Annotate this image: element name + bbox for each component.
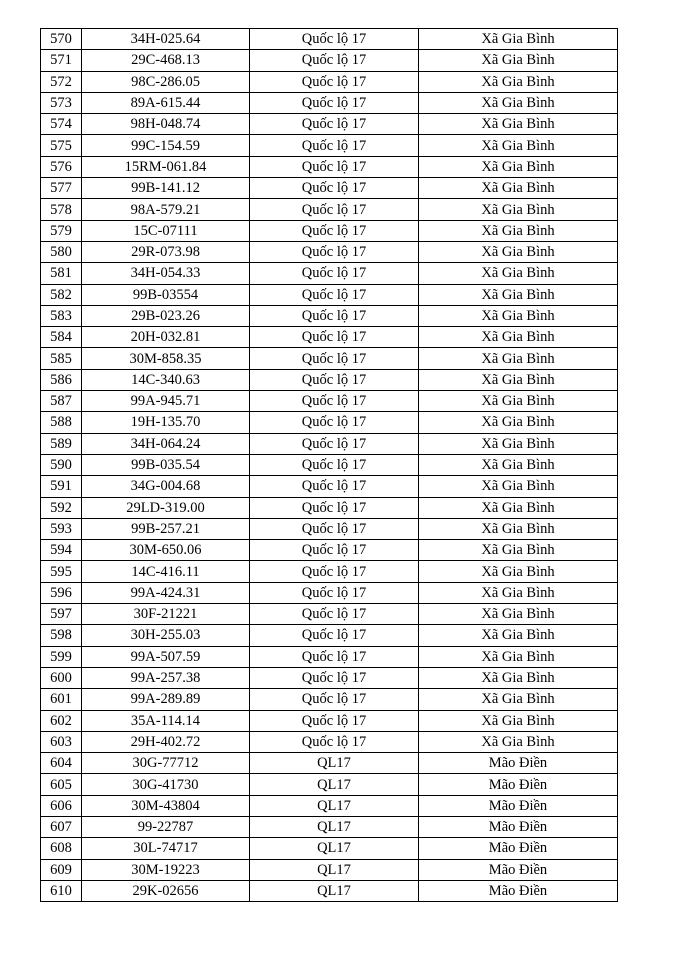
- location-cell: Xã Gia Bình: [419, 50, 618, 71]
- row-number-cell: 595: [41, 561, 82, 582]
- location-cell: Xã Gia Bình: [419, 412, 618, 433]
- table-body: [41, 29, 618, 902]
- license-plate-cell: 99A-257.38: [82, 667, 250, 688]
- license-plate-cell: 19H-135.70: [82, 412, 250, 433]
- row-number-cell: 574: [41, 114, 82, 135]
- location-cell: Xã Gia Bình: [419, 433, 618, 454]
- location-cell: Xã Gia Bình: [419, 391, 618, 412]
- table-row: [41, 263, 618, 284]
- table-row: [41, 689, 618, 710]
- table-row: [41, 241, 618, 262]
- table-row: [41, 604, 618, 625]
- location-cell: Xã Gia Bình: [419, 561, 618, 582]
- row-number-cell: 572: [41, 71, 82, 92]
- license-plate-cell: 15C-07111: [82, 220, 250, 241]
- license-plate-cell: 30L-74717: [82, 838, 250, 859]
- license-plate-cell: 99B-257.21: [82, 518, 250, 539]
- road-cell: Quốc lộ 17: [250, 178, 419, 199]
- table-row: [41, 71, 618, 92]
- location-cell: Xã Gia Bình: [419, 348, 618, 369]
- location-cell: Xã Gia Bình: [419, 263, 618, 284]
- location-cell: Xã Gia Bình: [419, 582, 618, 603]
- location-cell: Mão Điền: [419, 816, 618, 837]
- road-cell: Quốc lộ 17: [250, 625, 419, 646]
- row-number-cell: 571: [41, 50, 82, 71]
- license-plate-cell: 29C-468.13: [82, 50, 250, 71]
- table-row: [41, 795, 618, 816]
- table-row: [41, 327, 618, 348]
- table-row: [41, 540, 618, 561]
- table-row: [41, 391, 618, 412]
- row-number-cell: 596: [41, 582, 82, 603]
- license-plate-cell: 29B-023.26: [82, 305, 250, 326]
- violations-table: [40, 28, 618, 902]
- row-number-cell: 610: [41, 880, 82, 901]
- row-number-cell: 584: [41, 327, 82, 348]
- road-cell: QL17: [250, 859, 419, 880]
- license-plate-cell: 29K-02656: [82, 880, 250, 901]
- road-cell: Quốc lộ 17: [250, 92, 419, 113]
- location-cell: Xã Gia Bình: [419, 114, 618, 135]
- road-cell: Quốc lộ 17: [250, 476, 419, 497]
- row-number-cell: 583: [41, 305, 82, 326]
- row-number-cell: 593: [41, 518, 82, 539]
- road-cell: QL17: [250, 753, 419, 774]
- row-number-cell: 609: [41, 859, 82, 880]
- license-plate-cell: 30H-255.03: [82, 625, 250, 646]
- location-cell: Xã Gia Bình: [419, 241, 618, 262]
- table-row: [41, 646, 618, 667]
- location-cell: Mão Điền: [419, 774, 618, 795]
- road-cell: Quốc lộ 17: [250, 433, 419, 454]
- table-row: [41, 199, 618, 220]
- license-plate-cell: 30M-858.35: [82, 348, 250, 369]
- road-cell: Quốc lộ 17: [250, 241, 419, 262]
- license-plate-cell: 98A-579.21: [82, 199, 250, 220]
- table-row: [41, 710, 618, 731]
- license-plate-cell: 29H-402.72: [82, 731, 250, 752]
- location-cell: Mão Điền: [419, 753, 618, 774]
- road-cell: Quốc lộ 17: [250, 604, 419, 625]
- location-cell: Xã Gia Bình: [419, 604, 618, 625]
- row-number-cell: 601: [41, 689, 82, 710]
- road-cell: Quốc lộ 17: [250, 327, 419, 348]
- license-plate-cell: 30M-19223: [82, 859, 250, 880]
- location-cell: Xã Gia Bình: [419, 305, 618, 326]
- location-cell: Xã Gia Bình: [419, 327, 618, 348]
- row-number-cell: 605: [41, 774, 82, 795]
- table-row: [41, 625, 618, 646]
- row-number-cell: 573: [41, 92, 82, 113]
- license-plate-cell: 34H-054.33: [82, 263, 250, 284]
- road-cell: Quốc lộ 17: [250, 348, 419, 369]
- license-plate-cell: 99A-424.31: [82, 582, 250, 603]
- row-number-cell: 578: [41, 199, 82, 220]
- road-cell: QL17: [250, 774, 419, 795]
- row-number-cell: 602: [41, 710, 82, 731]
- location-cell: Xã Gia Bình: [419, 476, 618, 497]
- road-cell: QL17: [250, 816, 419, 837]
- license-plate-cell: 35A-114.14: [82, 710, 250, 731]
- license-plate-cell: 14C-416.11: [82, 561, 250, 582]
- table-row: [41, 284, 618, 305]
- road-cell: Quốc lộ 17: [250, 199, 419, 220]
- license-plate-cell: 99A-289.89: [82, 689, 250, 710]
- location-cell: Mão Điền: [419, 880, 618, 901]
- license-plate-cell: 15RM-061.84: [82, 156, 250, 177]
- location-cell: Xã Gia Bình: [419, 156, 618, 177]
- road-cell: Quốc lộ 17: [250, 710, 419, 731]
- table-row: [41, 880, 618, 901]
- table-row: [41, 369, 618, 390]
- location-cell: Mão Điền: [419, 859, 618, 880]
- license-plate-cell: 34H-064.24: [82, 433, 250, 454]
- row-number-cell: 598: [41, 625, 82, 646]
- row-number-cell: 608: [41, 838, 82, 859]
- location-cell: Xã Gia Bình: [419, 646, 618, 667]
- license-plate-cell: 29LD-319.00: [82, 497, 250, 518]
- road-cell: Quốc lộ 17: [250, 412, 419, 433]
- table-row: [41, 305, 618, 326]
- document-page: [40, 28, 618, 902]
- table-row: [41, 838, 618, 859]
- license-plate-cell: 30F-21221: [82, 604, 250, 625]
- row-number-cell: 606: [41, 795, 82, 816]
- table-row: [41, 433, 618, 454]
- location-cell: Xã Gia Bình: [419, 731, 618, 752]
- road-cell: Quốc lộ 17: [250, 369, 419, 390]
- road-cell: QL17: [250, 795, 419, 816]
- license-plate-cell: 89A-615.44: [82, 92, 250, 113]
- license-plate-cell: 98C-286.05: [82, 71, 250, 92]
- license-plate-cell: 99B-035.54: [82, 454, 250, 475]
- license-plate-cell: 29R-073.98: [82, 241, 250, 262]
- license-plate-cell: 34G-004.68: [82, 476, 250, 497]
- table-row: [41, 476, 618, 497]
- road-cell: Quốc lộ 17: [250, 114, 419, 135]
- table-row: [41, 731, 618, 752]
- row-number-cell: 570: [41, 29, 82, 50]
- table-row: [41, 816, 618, 837]
- license-plate-cell: 20H-032.81: [82, 327, 250, 348]
- location-cell: Xã Gia Bình: [419, 135, 618, 156]
- road-cell: Quốc lộ 17: [250, 71, 419, 92]
- license-plate-cell: 14C-340.63: [82, 369, 250, 390]
- location-cell: Xã Gia Bình: [419, 199, 618, 220]
- table-row: [41, 518, 618, 539]
- road-cell: Quốc lộ 17: [250, 263, 419, 284]
- license-plate-cell: 30G-77712: [82, 753, 250, 774]
- table-row: [41, 178, 618, 199]
- location-cell: Xã Gia Bình: [419, 369, 618, 390]
- row-number-cell: 599: [41, 646, 82, 667]
- road-cell: Quốc lộ 17: [250, 582, 419, 603]
- license-plate-cell: 99-22787: [82, 816, 250, 837]
- row-number-cell: 588: [41, 412, 82, 433]
- table-row: [41, 348, 618, 369]
- table-row: [41, 753, 618, 774]
- table-row: [41, 135, 618, 156]
- road-cell: Quốc lộ 17: [250, 518, 419, 539]
- road-cell: Quốc lộ 17: [250, 305, 419, 326]
- row-number-cell: 575: [41, 135, 82, 156]
- table-row: [41, 774, 618, 795]
- table-row: [41, 667, 618, 688]
- road-cell: Quốc lộ 17: [250, 156, 419, 177]
- road-cell: Quốc lộ 17: [250, 689, 419, 710]
- table-row: [41, 114, 618, 135]
- license-plate-cell: 99C-154.59: [82, 135, 250, 156]
- row-number-cell: 580: [41, 241, 82, 262]
- license-plate-cell: 99A-507.59: [82, 646, 250, 667]
- road-cell: Quốc lộ 17: [250, 391, 419, 412]
- row-number-cell: 581: [41, 263, 82, 284]
- road-cell: Quốc lộ 17: [250, 454, 419, 475]
- location-cell: Xã Gia Bình: [419, 518, 618, 539]
- location-cell: Xã Gia Bình: [419, 454, 618, 475]
- table-row: [41, 29, 618, 50]
- location-cell: Xã Gia Bình: [419, 220, 618, 241]
- row-number-cell: 589: [41, 433, 82, 454]
- location-cell: Mão Điền: [419, 838, 618, 859]
- row-number-cell: 592: [41, 497, 82, 518]
- license-plate-cell: 99A-945.71: [82, 391, 250, 412]
- row-number-cell: 603: [41, 731, 82, 752]
- row-number-cell: 591: [41, 476, 82, 497]
- location-cell: Xã Gia Bình: [419, 625, 618, 646]
- row-number-cell: 600: [41, 667, 82, 688]
- license-plate-cell: 34H-025.64: [82, 29, 250, 50]
- road-cell: Quốc lộ 17: [250, 731, 419, 752]
- location-cell: Xã Gia Bình: [419, 284, 618, 305]
- road-cell: Quốc lộ 17: [250, 284, 419, 305]
- table-row: [41, 220, 618, 241]
- row-number-cell: 607: [41, 816, 82, 837]
- row-number-cell: 586: [41, 369, 82, 390]
- location-cell: Xã Gia Bình: [419, 689, 618, 710]
- row-number-cell: 587: [41, 391, 82, 412]
- row-number-cell: 590: [41, 454, 82, 475]
- table-row: [41, 412, 618, 433]
- row-number-cell: 576: [41, 156, 82, 177]
- table-row: [41, 859, 618, 880]
- license-plate-cell: 30G-41730: [82, 774, 250, 795]
- location-cell: Xã Gia Bình: [419, 29, 618, 50]
- license-plate-cell: 30M-650.06: [82, 540, 250, 561]
- location-cell: Xã Gia Bình: [419, 497, 618, 518]
- road-cell: Quốc lộ 17: [250, 135, 419, 156]
- row-number-cell: 579: [41, 220, 82, 241]
- location-cell: Xã Gia Bình: [419, 667, 618, 688]
- road-cell: Quốc lộ 17: [250, 497, 419, 518]
- row-number-cell: 577: [41, 178, 82, 199]
- license-plate-cell: 99B-03554: [82, 284, 250, 305]
- road-cell: Quốc lộ 17: [250, 540, 419, 561]
- location-cell: Xã Gia Bình: [419, 71, 618, 92]
- road-cell: Quốc lộ 17: [250, 646, 419, 667]
- table-row: [41, 497, 618, 518]
- location-cell: Xã Gia Bình: [419, 540, 618, 561]
- table-row: [41, 92, 618, 113]
- license-plate-cell: 99B-141.12: [82, 178, 250, 199]
- location-cell: Mão Điền: [419, 795, 618, 816]
- location-cell: Xã Gia Bình: [419, 178, 618, 199]
- table-row: [41, 156, 618, 177]
- row-number-cell: 604: [41, 753, 82, 774]
- row-number-cell: 597: [41, 604, 82, 625]
- license-plate-cell: 98H-048.74: [82, 114, 250, 135]
- road-cell: Quốc lộ 17: [250, 29, 419, 50]
- table-row: [41, 561, 618, 582]
- road-cell: QL17: [250, 838, 419, 859]
- location-cell: Xã Gia Bình: [419, 92, 618, 113]
- license-plate-cell: 30M-43804: [82, 795, 250, 816]
- road-cell: Quốc lộ 17: [250, 667, 419, 688]
- table-row: [41, 582, 618, 603]
- location-cell: Xã Gia Bình: [419, 710, 618, 731]
- row-number-cell: 582: [41, 284, 82, 305]
- road-cell: Quốc lộ 17: [250, 50, 419, 71]
- road-cell: Quốc lộ 17: [250, 561, 419, 582]
- road-cell: Quốc lộ 17: [250, 220, 419, 241]
- row-number-cell: 585: [41, 348, 82, 369]
- table-row: [41, 454, 618, 475]
- road-cell: QL17: [250, 880, 419, 901]
- table-row: [41, 50, 618, 71]
- row-number-cell: 594: [41, 540, 82, 561]
